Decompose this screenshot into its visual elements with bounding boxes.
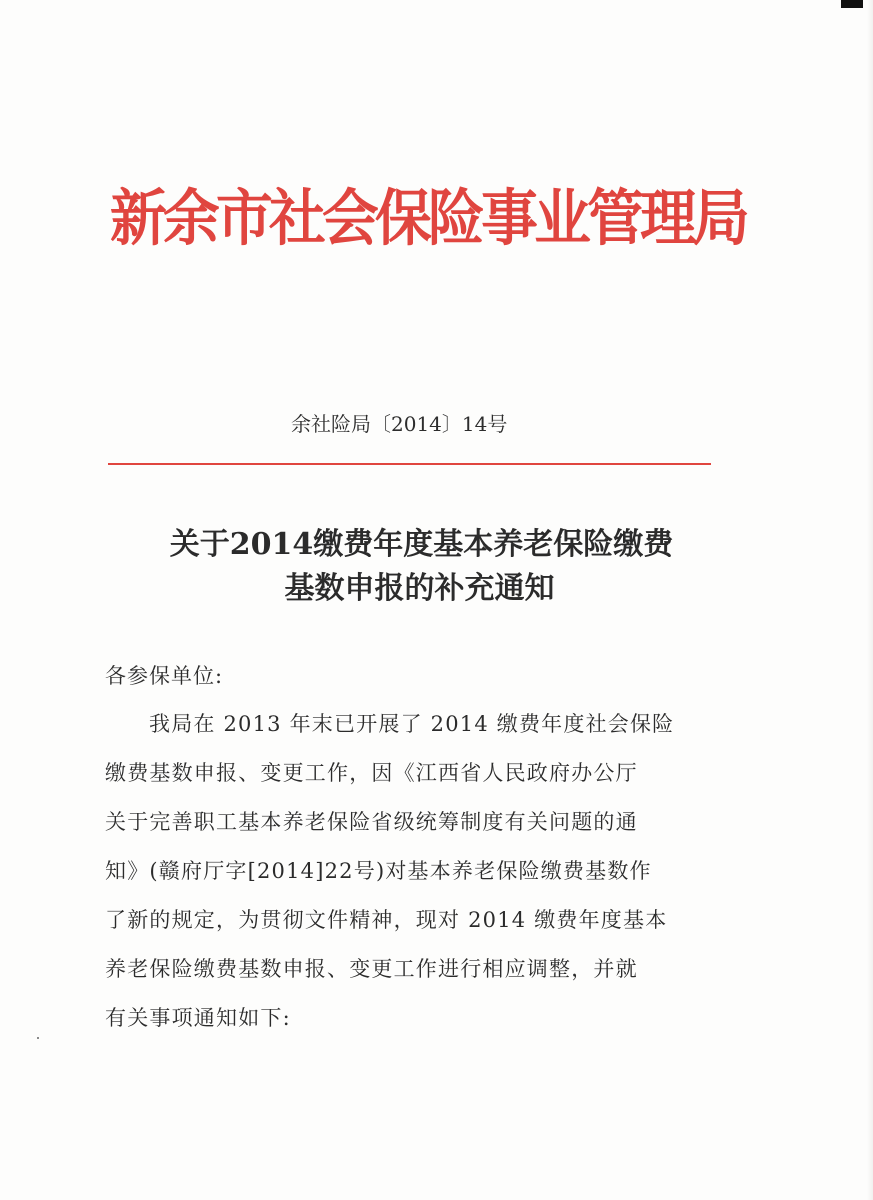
scan-speck: [37, 1037, 39, 1039]
body-line: 缴费基数申报、变更工作，因《江西省人民政府办公厅: [105, 761, 638, 785]
body-line: 知》(赣府厅字[2014]22号)对基本养老保险缴费基数作: [105, 859, 652, 883]
body-line: 有关事项通知如下:: [105, 1006, 291, 1030]
red-divider-line: [108, 463, 711, 465]
body-line: 关于完善职工基本养老保险省级统筹制度有关问题的通: [105, 810, 638, 834]
body-line: 养老保险缴费基数申报、变更工作进行相应调整，并就: [105, 957, 638, 981]
body-line: 了新的规定，为贯彻文件精神，现对 2014 缴费年度基本: [105, 908, 668, 932]
notice-subject: [0, 523, 873, 611]
body-paragraph: [105, 708, 685, 1051]
scan-corner-mark: [841, 0, 863, 8]
subject-line-2: 基数申报的补充通知: [284, 571, 555, 606]
salutation: 各参保单位:: [105, 664, 224, 688]
body-line: 我局在 2013 年末已开展了 2014 缴费年度社会保险: [149, 712, 675, 736]
document-number: 余社险局〔2014〕14号: [291, 412, 508, 436]
subject-line-1: 关于2014缴费年度基本养老保险缴费: [169, 527, 674, 562]
agency-header-title: 新余市社会保险事业管理局: [110, 183, 747, 254]
